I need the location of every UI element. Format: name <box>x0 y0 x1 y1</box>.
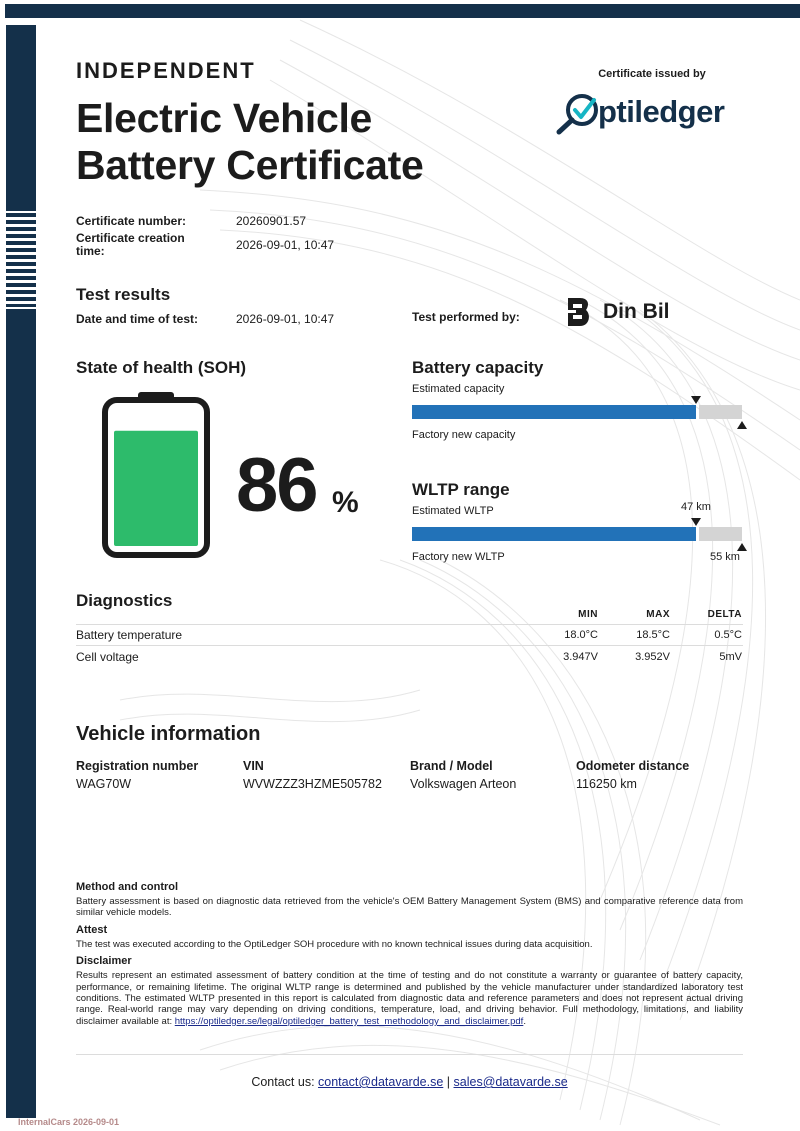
estimated-capacity-label: Estimated capacity <box>412 383 505 395</box>
factory-capacity-label: Factory new capacity <box>412 429 516 441</box>
diagnostics-row-max: 18.5°C <box>636 629 670 641</box>
contact-label: Contact us: <box>251 1075 315 1089</box>
method-text: Battery assessment is based on diagnostic data retrieved from the vehicle's OEM Battery Management System (BMS) and comparative reference data from similar vehicle models. <box>76 896 743 919</box>
certificate-number-label: Certificate number: <box>76 214 187 228</box>
title-line-1: Electric Vehicle <box>76 95 373 141</box>
diagnostics-col-max: MAX <box>646 609 670 620</box>
contact-line <box>76 1075 743 1089</box>
soh-heading: State of health (SOH) <box>76 358 247 377</box>
din-bil-logo-mark <box>566 296 592 328</box>
footer-divider <box>76 1054 743 1055</box>
attest-heading: Attest <box>76 923 108 936</box>
contact-separator: | <box>446 1075 451 1089</box>
method-heading: Method and control <box>76 881 179 893</box>
vin-value: WVWZZZ3HZME505782 <box>243 777 382 791</box>
eyebrow-label: INDEPENDENT <box>76 58 256 83</box>
creation-time-label <box>76 232 185 258</box>
odometer-label: Odometer distance <box>576 759 690 773</box>
factory-wltp-marker <box>737 543 747 551</box>
page-title <box>76 95 424 189</box>
diagnostics-row-delta: 0.5°C <box>714 629 742 641</box>
wltp-bar-fill <box>412 527 696 541</box>
estimated-wltp-marker <box>691 518 701 526</box>
diagnostics-row-delta: 5mV <box>719 651 742 663</box>
notes-section <box>76 881 743 1027</box>
din-bil-logo-text: Din Bil <box>603 300 670 323</box>
factory-wltp-label: Factory new WLTP <box>412 551 505 563</box>
contact-email-link[interactable]: contact@datavarde.se <box>318 1075 444 1089</box>
issued-by-label: Certificate issued by <box>598 68 706 80</box>
capacity-bar-remainder <box>699 405 742 419</box>
capacity-bar <box>412 405 742 419</box>
top-accent-bar <box>5 4 800 18</box>
factory-capacity-marker <box>737 421 747 429</box>
disclaimer-text <box>76 970 743 1027</box>
test-results-heading: Test results <box>76 285 171 304</box>
registration-label: Registration number <box>76 759 199 773</box>
diagnostics-row-max: 3.952V <box>635 651 670 663</box>
diagnostics-row-name: Cell voltage <box>76 650 139 664</box>
sales-email-link[interactable]: sales@datavarde.se <box>453 1075 568 1089</box>
estimated-wltp-value: 47 km <box>681 501 711 513</box>
creation-time: 2026-09-01, 10:47 <box>236 238 335 252</box>
soh-value: 86 <box>236 443 317 528</box>
wltp-bar <box>412 527 742 541</box>
side-accent-bar <box>6 25 36 1118</box>
wltp-bar-remainder <box>699 527 742 541</box>
creation-time-label-line1: Certificate creation <box>76 231 185 245</box>
disclaimer-end: . <box>523 1015 526 1027</box>
optiledger-logo-text: ptiledger <box>598 94 725 129</box>
wltp-heading: WLTP range <box>412 480 510 499</box>
din-bil-logo <box>566 296 676 328</box>
factory-wltp-value: 55 km <box>710 551 740 563</box>
title-line-2: Battery Certificate <box>76 142 424 188</box>
performed-by-label: Test performed by: <box>412 310 520 324</box>
diagnostics-row-name: Battery temperature <box>76 628 183 642</box>
diagnostics-row-min: 18.0°C <box>564 629 598 641</box>
creation-time-label-line2: time: <box>76 244 105 258</box>
diagnostics-heading: Diagnostics <box>76 591 173 610</box>
estimated-wltp-label: Estimated WLTP <box>412 505 494 517</box>
diagnostics-divider <box>76 624 743 625</box>
attest-text: The test was executed according to the OptiLedger SOH procedure with no known technical issues during data acquisition. <box>76 938 593 950</box>
test-datetime: 2026-09-01, 10:47 <box>236 312 335 326</box>
disclaimer-link[interactable]: https://optiledger.se/legal/optiledger_battery_test_methodology_and_disclaimer.pdf <box>174 1015 524 1027</box>
registration-value: WAG70W <box>76 777 132 791</box>
capacity-bar-fill <box>412 405 696 419</box>
certificate-number: 20260901.57 <box>236 214 307 228</box>
watermark-stamp: InternalCars 2026-09-01 <box>18 1117 120 1127</box>
estimated-capacity-marker <box>691 396 701 404</box>
brand-model-value: Volkswagen Arteon <box>410 777 517 791</box>
test-datetime-label: Date and time of test: <box>76 312 199 326</box>
disclaimer-body: Results represent an estimated assessment of battery condition at the time of testing and do not constitute a warranty or guarantee of battery capacity, performance, or remaining lifetime. The original WLTP range is determined and published by the vehicle manufacturer under standardized laboratory test conditions. The estimated WLTP presented in this report is calculated from diagnostic data and reference parameters and does not represent actual driving range. Real-world range may vary depending on driving conditions, temperature, load, and driving behavior. Full methodology, limitations, and liability disclaimer available at: <box>76 970 743 1027</box>
odometer-value: 116250 km <box>576 777 637 791</box>
battery-icon <box>102 390 210 558</box>
diagnostics-col-delta: DELTA <box>707 609 742 620</box>
optiledger-logo <box>554 90 744 136</box>
disclaimer-heading: Disclaimer <box>76 955 132 968</box>
brand-model-label: Brand / Model <box>410 759 493 773</box>
battery-level-fill <box>114 431 198 546</box>
diagnostics-col-min: MIN <box>578 609 598 620</box>
vin-label: VIN <box>243 759 264 773</box>
soh-unit: % <box>332 486 359 519</box>
battery-capacity-heading: Battery capacity <box>412 358 544 377</box>
vehicle-info-heading: Vehicle information <box>76 723 261 745</box>
diagnostics-divider <box>76 645 743 646</box>
diagnostics-row-min: 3.947V <box>563 651 598 663</box>
